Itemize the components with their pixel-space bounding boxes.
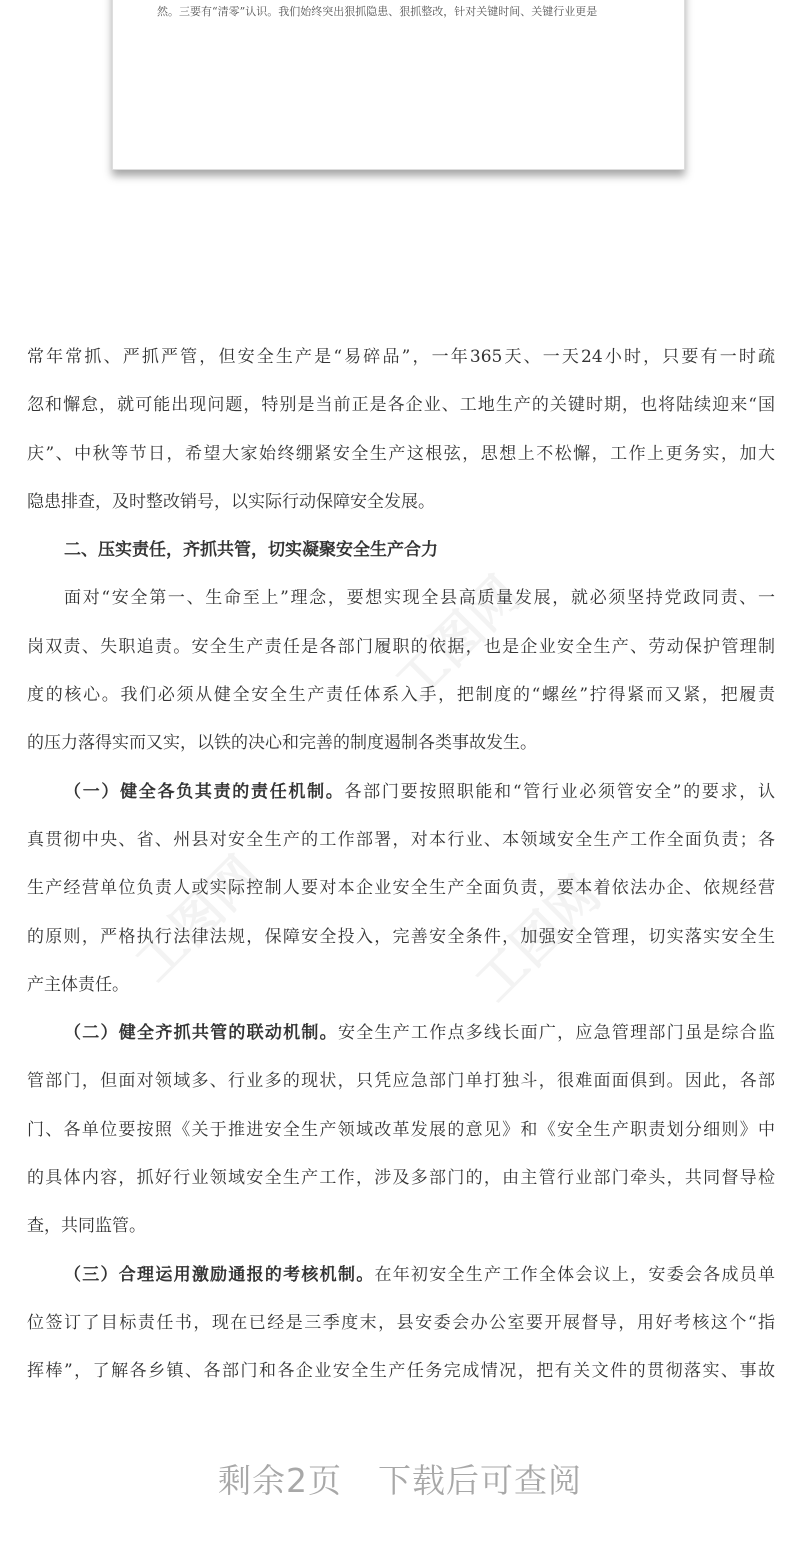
paragraph-line: 产主体责任。 [27, 974, 129, 995]
page-preview-card [112, 0, 685, 170]
subsection-title: （二）健全齐抓共管的联动机制。 [64, 1023, 338, 1044]
paragraph-line: 度的核心。我们必须从健全安全生产责任体系入手，把制度的“螺丝”拧得紧而又紧，把履责 [27, 685, 775, 706]
paragraph-line: 的压力落得实而又实，以铁的决心和完善的制度遏制各类事故发生。 [27, 733, 537, 754]
paragraph-line: 门、各单位要按照《关于推进安全生产领域改革发展的意见》和《安全生产职责划分细则》中 [27, 1119, 775, 1140]
download-prompt[interactable] [0, 1455, 800, 1502]
subsection-title: （一）健全各负其责的责任机制。 [64, 781, 345, 802]
paragraph-text: 在年初安全生产工作全体会议上，安委会各成员单 [374, 1264, 775, 1285]
paragraph-line: 的具体内容，抓好行业领域安全生产工作，涉及多部门的，由主管行业部门牵头，共同督导检 [27, 1168, 775, 1189]
paragraph-text: 安全生产工作点多线长面广，应急管理部门虽是综合监 [337, 1023, 775, 1044]
paragraph-text: 各部门要按照职能和“管行业必须管安全”的要求，认 [344, 781, 775, 802]
paragraph-line: 挥棒”，了解各乡镇、各部门和各企业安全生产任务完成情况，把有关文件的贯彻落实、事故 [27, 1361, 775, 1382]
paragraph-line: 位签订了目标责任书，现在已经是三季度末，县安委会办公室要开展督导，用好考核这个“指 [27, 1312, 775, 1333]
paragraph-line [27, 768, 775, 816]
paragraph-line: 庆”、中秋等节日，希望大家始终绷紧安全生产这根弦，思想上不松懈，工作上更务实，加大 [27, 443, 775, 464]
paragraph-line: 的原则，严格执行法律法规，保障安全投入，完善安全条件，加强安全管理，切实落实安全生 [27, 926, 775, 947]
paragraph-line: 忽和懈怠，就可能出现问题，特别是当前正是各企业、工地生产的关键时期，也将陆续迎来“国 [27, 395, 775, 416]
watermark: 工图网 [464, 865, 612, 1013]
paragraph-line: 查，共同监管。 [27, 1216, 146, 1237]
download-hint-label: 下载后可查阅 [378, 1461, 582, 1500]
paragraph-line: 真贯彻中央、省、州县对安全生产的工作部署，对本行业、本领域安全生产工作全面负责；各 [27, 829, 775, 850]
document-body [27, 333, 775, 1396]
watermark: 工图网 [384, 565, 532, 713]
remaining-pages-label: 剩余2页 [218, 1461, 342, 1500]
paragraph-line [27, 1251, 775, 1299]
paragraph-line: 常年常抓、严抓严管，但安全生产是“易碎品”，一年365天、一天24小时，只要有一时疏 [27, 347, 775, 367]
preview-line: 然。三要有“清零”认识。我们始终突出狠抓隐患、狠抓整改，针对关键时间、关键行业更是 [157, 5, 598, 18]
subsection-title: （三）合理运用激励通报的考核机制。 [64, 1264, 375, 1285]
paragraph-line: 面对“安全第一、生命至上”理念，要想实现全县高质量发展，就必须坚持党政同责、一 [64, 588, 775, 609]
watermark: 工图网 [124, 845, 272, 993]
paragraph-line: 管部门，但面对领域多、行业多的现状，只凭应急部门单打独斗，很难面面俱到。因此，各部 [27, 1071, 775, 1092]
section-heading: 二、压实责任，齐抓共管，切实凝聚安全生产合力 [64, 540, 438, 561]
paragraph-line: 生产经营单位负责人或实际控制人要对本企业安全生产全面负责，要本着依法办企、依规经营 [27, 878, 775, 899]
paragraph-line: 隐患排查，及时整改销号，以实际行动保障安全发展。 [27, 491, 435, 512]
paragraph-line [27, 1009, 775, 1057]
paragraph-line: 岗双责、失职追责。安全生产责任是各部门履职的依据，也是企业安全生产、劳动保护管理制 [27, 636, 775, 657]
